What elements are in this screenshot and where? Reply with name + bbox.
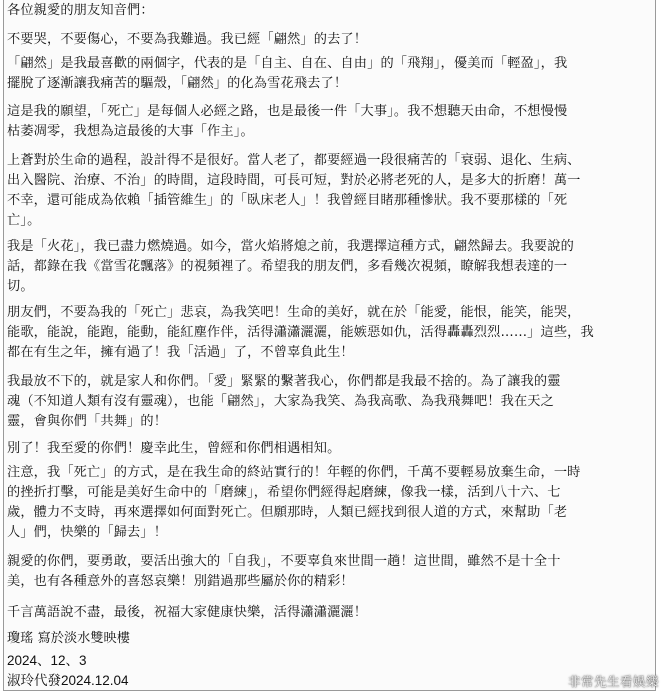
- paragraph-1: [7, 30, 650, 50]
- watermark: 非常先生看娛樂: [567, 674, 659, 689]
- paragraph-8: [7, 439, 650, 459]
- text-line: 千言萬語說不盡，最後，祝福大家健康快樂，活得瀟瀟灑灑！: [7, 605, 368, 620]
- text-line: 能歌，能說，能跑，能動，能紅塵作伴，活得瀟瀟灑灑，能嫉惡如仇，活得轟轟烈烈……」這些，我: [7, 325, 594, 340]
- text-line: 不要哭，不要傷心，不要為我難過。我已經「翩然」的去了！: [7, 32, 368, 47]
- text-line: 不幸，還可能成為依賴「插管維生」的「臥床老人」！我曾經目睹那種慘狀。我不要那樣的「死: [7, 193, 568, 208]
- paragraph-5: [7, 237, 650, 297]
- text-line: 親愛的你們，要勇敢，要活出強大的「自我」，不要辜負來世間一趟！這世間，雖然不是十全十: [7, 554, 561, 569]
- paragraph-6: [7, 303, 650, 363]
- text-line: 出入醫院、治療、不治」的時間，這段時間，可長可短，對於必將老死的人，是多大的折磨！萬一: [7, 173, 581, 188]
- text-line: 各位親愛的朋友知音們：: [7, 3, 154, 18]
- text-line: 擺脫了逐漸讓我痛苦的驅殼，「翩然」的化為雪花飛去了！: [7, 76, 348, 91]
- text-line: 我最放不下的，就是家人和你們。「愛」緊緊的繫著我心，你們都是我最不捨的。為了讓我的靈: [7, 374, 561, 389]
- text-line: 別了！我至愛的你們！慶幸此生，曾經和你們相遇相知。: [7, 441, 341, 456]
- paragraph-11: [7, 603, 650, 623]
- paragraph-7: [7, 372, 650, 432]
- paragraph-10: [7, 552, 650, 592]
- text-line: 歲，體力不支時，再來選擇如何面對死亡。但願那時，人類已經找到很人道的方式，來幫助「老: [7, 505, 568, 520]
- text-line: 我是「火花」，我已盡力燃燒過。如今，當火焰將熄之前，我選擇這種方式，翩然歸去。我要說的: [7, 239, 574, 254]
- paragraph-9: [7, 463, 650, 543]
- text-line: 上蒼對於生命的過程，設計得不是很好。當人老了，都要經過一段很痛苦的「衰弱、退化、生病、: [7, 153, 581, 168]
- text-line: 都在有生之年，擁有過了！我「活過」了，不曾辜負此生！: [7, 345, 354, 360]
- text-line: 朋友們，不要為我的「死亡」悲哀，為我笑吧！生命的美好，就在於「能愛，能恨，能笑，能哭，: [7, 305, 581, 320]
- text-line: 話，都錄在我《當雪花飄落》的視頻裡了。希望我的朋友們，多看幾次視頻，瞭解我想表達的一: [7, 259, 568, 274]
- signature-date: 2024、12、3: [7, 653, 87, 668]
- letter-sheet: [3, 0, 656, 691]
- text-line: 「翩然」是我最喜歡的兩個字，代表的是「自主、自在、自由」的「飛翔」，優美而「輕盈」，我: [7, 56, 568, 71]
- text-line: 的挫折打擊，可能是美好生命中的「磨練」，希望你們經得起磨練，像我一樣，活到八十六、七: [7, 485, 561, 500]
- forwarded-note: 淑玲代發2024.12.04: [7, 673, 129, 688]
- text-line: 魂（不知道人類有沒有靈魂），也能「翩然」，大家為我笑、為我高歌、為我飛舞吧！我在天之: [7, 394, 554, 409]
- text-line: 切。: [7, 279, 34, 294]
- letter-greeting: [7, 1, 650, 21]
- signature: 瓊瑤 寫於淡水雙映樓: [7, 631, 130, 646]
- paragraph-4: [7, 151, 650, 231]
- text-line: 枯萎凋零，我想為這最後的大事「作主」。: [7, 124, 254, 139]
- paragraph-2: [7, 54, 650, 94]
- text-line: 靈，會與你們「共舞」的！: [7, 414, 168, 429]
- text-line: 注意，我「死亡」的方式，是在我生命的終站實行的！年輕的你們，千萬不要輕易放棄生命，一時: [7, 465, 581, 480]
- text-line: 亡」。: [7, 213, 41, 228]
- text-line: 美，也有各種意外的喜怒哀樂！別錯過那些屬於你的精彩！: [7, 574, 354, 589]
- text-line: 人」們，快樂的「歸去」！: [7, 525, 168, 540]
- text-line: 這是我的願望，「死亡」是每個人必經之路，也是最後一件「大事」。我不想聽天由命，不想慢慢: [7, 104, 568, 119]
- paragraph-3: [7, 102, 650, 142]
